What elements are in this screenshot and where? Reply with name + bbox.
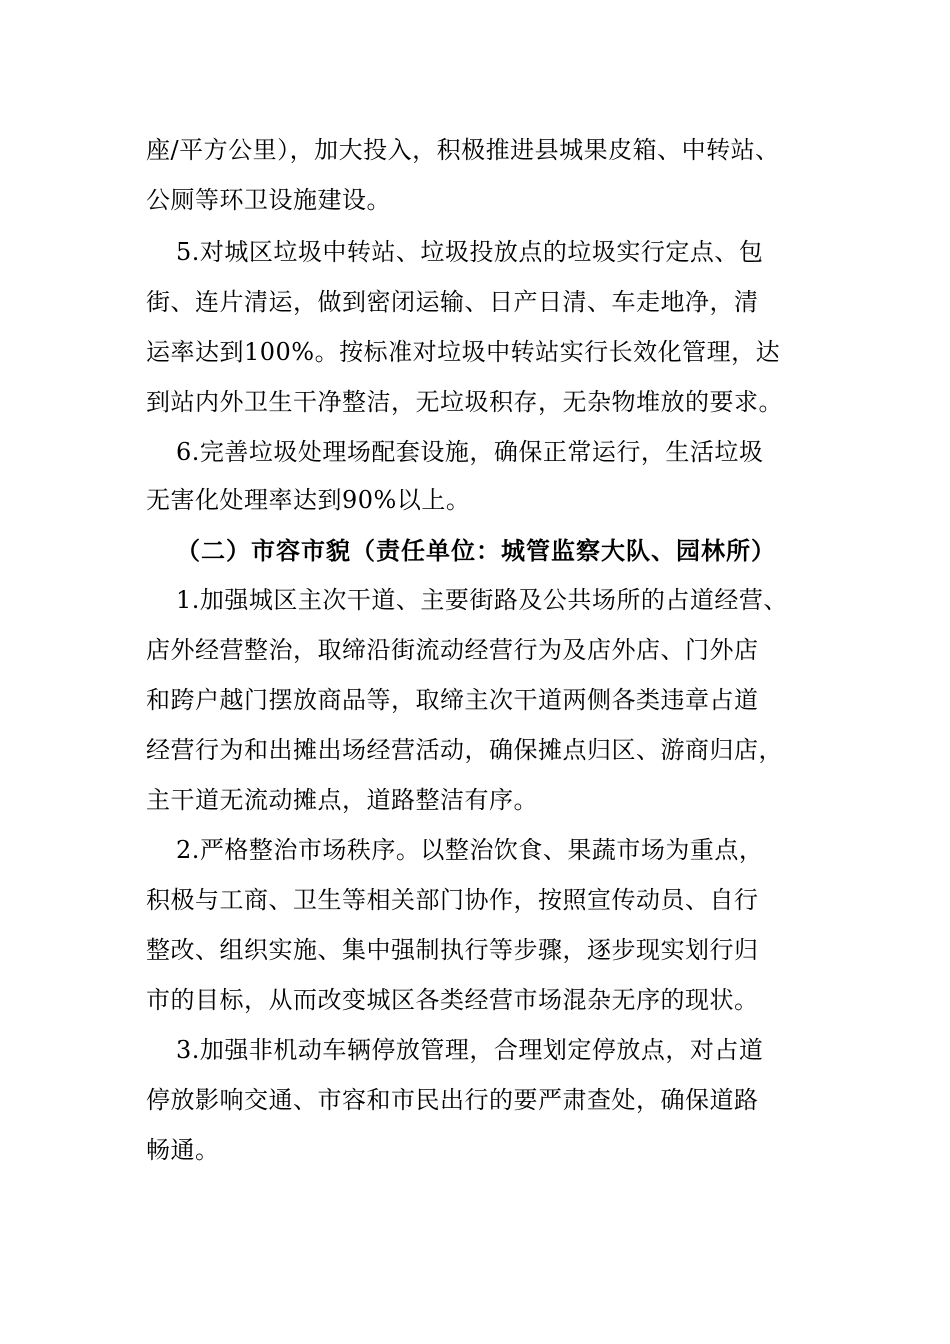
paragraph-line: 运率达到100%。按标准对垃圾中转站实行长效化管理，达 bbox=[146, 338, 781, 366]
paragraph-line: 店外经营整治，取缔沿街流动经营行为及店外店、门外店 bbox=[146, 636, 759, 664]
paragraph-line: 无害化处理率达到90%以上。 bbox=[146, 486, 471, 514]
paragraph-line: 座/平方公里），加大投入，积极推进县城果皮箱、中转站、 bbox=[146, 136, 780, 164]
paragraph-line: 整改、组织实施、集中强制执行等步骤，逐步现实划行归 bbox=[146, 936, 759, 964]
paragraph-line: 公厕等环卫设施建设。 bbox=[146, 186, 391, 214]
paragraph-line: 1.加强城区主次干道、主要街路及公共场所的占道经营、 bbox=[176, 586, 788, 614]
paragraph-line: 3.加强非机动车辆停放管理，合理划定停放点，对占道 bbox=[176, 1036, 764, 1064]
paragraph-line: 和跨户越门摆放商品等，取缔主次干道两侧各类违章占道 bbox=[146, 686, 759, 714]
paragraph-line: 主干道无流动摊点，道路整洁有序。 bbox=[146, 786, 538, 814]
paragraph-line: 到站内外卫生干净整洁，无垃圾积存，无杂物堆放的要求。 bbox=[146, 388, 783, 416]
paragraph-line: 经营行为和出摊出场经营活动，确保摊点归区、游商归店， bbox=[146, 736, 783, 764]
paragraph-line: 畅通。 bbox=[146, 1136, 220, 1164]
paragraph-line: 2.严格整治市场秩序。以整治饮食、果蔬市场为重点， bbox=[176, 836, 764, 864]
paragraph-line: 市的目标，从而改变城区各类经营市场混杂无序的现状。 bbox=[146, 986, 759, 1014]
paragraph-line: 停放影响交通、市容和市民出行的要严肃查处，确保道路 bbox=[146, 1086, 759, 1114]
paragraph-line: 5.对城区垃圾中转站、垃圾投放点的垃圾实行定点、包 bbox=[176, 238, 764, 266]
paragraph-line: 积极与工商、卫生等相关部门协作，按照宣传动员、自行 bbox=[146, 886, 759, 914]
paragraph-line: 街、连片清运，做到密闭运输、日产日清、车走地净，清 bbox=[146, 288, 759, 316]
section-heading: （二）市容市貌（责任单位：城管监察大队、园林所） bbox=[176, 536, 776, 565]
paragraph-line: 6.完善垃圾处理场配套设施，确保正常运行，生活垃圾 bbox=[176, 438, 764, 466]
